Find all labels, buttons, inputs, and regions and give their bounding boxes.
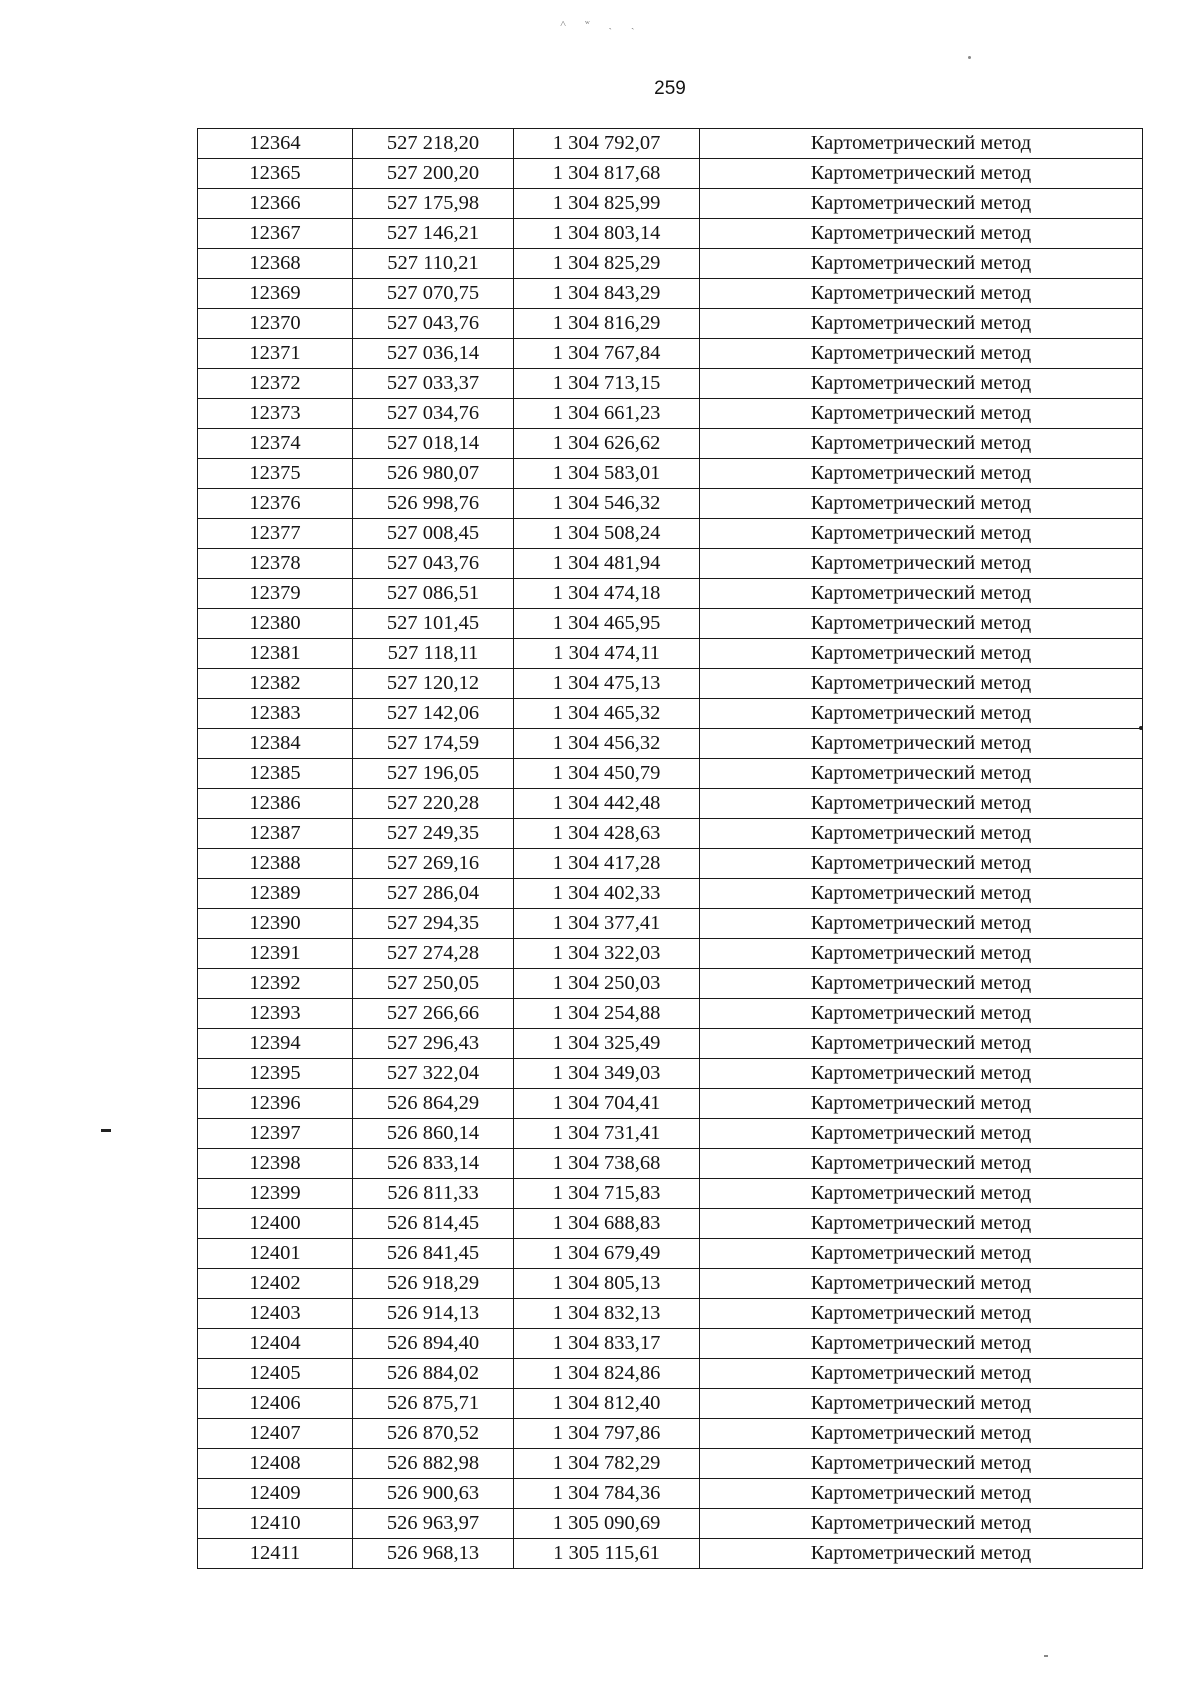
- y-coordinate-cell: 1 304 679,49: [514, 1239, 700, 1269]
- point-number-cell: 12400: [198, 1209, 353, 1239]
- point-number-cell: 12384: [198, 729, 353, 759]
- table-row: [198, 999, 1143, 1029]
- y-coordinate-cell: 1 304 731,41: [514, 1119, 700, 1149]
- x-coordinate-cell: 527 322,04: [353, 1059, 514, 1089]
- scan-mark: [101, 1129, 111, 1132]
- table-row: [198, 489, 1143, 519]
- y-coordinate-cell: 1 304 805,13: [514, 1269, 700, 1299]
- y-coordinate-cell: 1 304 715,83: [514, 1179, 700, 1209]
- scan-specks: ˄ ʷ ˎ ˏ: [560, 18, 643, 30]
- method-cell: Картометрический метод: [700, 1329, 1143, 1359]
- table-row: [198, 879, 1143, 909]
- y-coordinate-cell: 1 304 661,23: [514, 399, 700, 429]
- table-row: [198, 429, 1143, 459]
- method-cell: Картометрический метод: [700, 849, 1143, 879]
- method-cell: Картометрический метод: [700, 999, 1143, 1029]
- method-cell: Картометрический метод: [700, 369, 1143, 399]
- method-cell: Картометрический метод: [700, 729, 1143, 759]
- point-number-cell: 12391: [198, 939, 353, 969]
- table-row: [198, 909, 1143, 939]
- method-cell: Картометрический метод: [700, 1059, 1143, 1089]
- x-coordinate-cell: 527 269,16: [353, 849, 514, 879]
- method-cell: Картометрический метод: [700, 249, 1143, 279]
- y-coordinate-cell: 1 304 833,17: [514, 1329, 700, 1359]
- table-row: [198, 549, 1143, 579]
- x-coordinate-cell: 527 043,76: [353, 309, 514, 339]
- table-row: [198, 669, 1143, 699]
- point-number-cell: 12383: [198, 699, 353, 729]
- method-cell: Картометрический метод: [700, 429, 1143, 459]
- point-number-cell: 12409: [198, 1479, 353, 1509]
- point-number-cell: 12403: [198, 1299, 353, 1329]
- scan-mark: [968, 56, 971, 59]
- method-cell: Картометрический метод: [700, 699, 1143, 729]
- method-cell: Картометрический метод: [700, 399, 1143, 429]
- table-row: [198, 849, 1143, 879]
- point-number-cell: 12407: [198, 1419, 353, 1449]
- point-number-cell: 12398: [198, 1149, 353, 1179]
- y-coordinate-cell: 1 304 508,24: [514, 519, 700, 549]
- y-coordinate-cell: 1 304 474,18: [514, 579, 700, 609]
- x-coordinate-cell: 527 043,76: [353, 549, 514, 579]
- y-coordinate-cell: 1 304 767,84: [514, 339, 700, 369]
- x-coordinate-cell: 527 196,05: [353, 759, 514, 789]
- x-coordinate-cell: 527 175,98: [353, 189, 514, 219]
- table-row: [198, 1029, 1143, 1059]
- table-row: [198, 219, 1143, 249]
- table-row: [198, 1509, 1143, 1539]
- x-coordinate-cell: 526 998,76: [353, 489, 514, 519]
- table-row: [198, 1299, 1143, 1329]
- coordinates-table-body: [198, 129, 1143, 1569]
- x-coordinate-cell: 526 875,71: [353, 1389, 514, 1419]
- table-row: [198, 579, 1143, 609]
- point-number-cell: 12386: [198, 789, 353, 819]
- y-coordinate-cell: 1 304 475,13: [514, 669, 700, 699]
- x-coordinate-cell: 526 864,29: [353, 1089, 514, 1119]
- table-row: [198, 189, 1143, 219]
- table-row: [198, 1209, 1143, 1239]
- point-number-cell: 12382: [198, 669, 353, 699]
- x-coordinate-cell: 526 841,45: [353, 1239, 514, 1269]
- y-coordinate-cell: 1 304 325,49: [514, 1029, 700, 1059]
- y-coordinate-cell: 1 304 843,29: [514, 279, 700, 309]
- table-row: [198, 1419, 1143, 1449]
- method-cell: Картометрический метод: [700, 1149, 1143, 1179]
- method-cell: Картометрический метод: [700, 339, 1143, 369]
- x-coordinate-cell: 527 118,11: [353, 639, 514, 669]
- method-cell: Картометрический метод: [700, 519, 1143, 549]
- method-cell: Картометрический метод: [700, 1029, 1143, 1059]
- x-coordinate-cell: 526 870,52: [353, 1419, 514, 1449]
- point-number-cell: 12364: [198, 129, 353, 159]
- y-coordinate-cell: 1 304 546,32: [514, 489, 700, 519]
- method-cell: Картометрический метод: [700, 309, 1143, 339]
- method-cell: Картометрический метод: [700, 759, 1143, 789]
- method-cell: Картометрический метод: [700, 579, 1143, 609]
- table-row: [198, 939, 1143, 969]
- table-row: [198, 789, 1143, 819]
- x-coordinate-cell: 526 980,07: [353, 459, 514, 489]
- table-row: [198, 819, 1143, 849]
- y-coordinate-cell: 1 304 465,32: [514, 699, 700, 729]
- method-cell: Картометрический метод: [700, 1479, 1143, 1509]
- table-row: [198, 639, 1143, 669]
- table-row: [198, 1359, 1143, 1389]
- point-number-cell: 12369: [198, 279, 353, 309]
- x-coordinate-cell: 527 286,04: [353, 879, 514, 909]
- point-number-cell: 12373: [198, 399, 353, 429]
- method-cell: Картометрический метод: [700, 879, 1143, 909]
- method-cell: Картометрический метод: [700, 159, 1143, 189]
- y-coordinate-cell: 1 304 465,95: [514, 609, 700, 639]
- y-coordinate-cell: 1 304 254,88: [514, 999, 700, 1029]
- point-number-cell: 12368: [198, 249, 353, 279]
- point-number-cell: 12396: [198, 1089, 353, 1119]
- y-coordinate-cell: 1 304 626,62: [514, 429, 700, 459]
- x-coordinate-cell: 527 218,20: [353, 129, 514, 159]
- point-number-cell: 12370: [198, 309, 353, 339]
- method-cell: Картометрический метод: [700, 669, 1143, 699]
- x-coordinate-cell: 526 814,45: [353, 1209, 514, 1239]
- y-coordinate-cell: 1 304 825,99: [514, 189, 700, 219]
- x-coordinate-cell: 527 033,37: [353, 369, 514, 399]
- point-number-cell: 12399: [198, 1179, 353, 1209]
- point-number-cell: 12381: [198, 639, 353, 669]
- method-cell: Картометрический метод: [700, 549, 1143, 579]
- point-number-cell: 12374: [198, 429, 353, 459]
- y-coordinate-cell: 1 304 797,86: [514, 1419, 700, 1449]
- point-number-cell: 12389: [198, 879, 353, 909]
- table-row: [198, 459, 1143, 489]
- y-coordinate-cell: 1 304 688,83: [514, 1209, 700, 1239]
- table-row: [198, 1179, 1143, 1209]
- table-row: [198, 1539, 1143, 1569]
- x-coordinate-cell: 527 174,59: [353, 729, 514, 759]
- x-coordinate-cell: 527 296,43: [353, 1029, 514, 1059]
- x-coordinate-cell: 527 036,14: [353, 339, 514, 369]
- table-row: [198, 1089, 1143, 1119]
- table-row: [198, 1119, 1143, 1149]
- point-number-cell: 12367: [198, 219, 353, 249]
- x-coordinate-cell: 527 200,20: [353, 159, 514, 189]
- table-row: [198, 1479, 1143, 1509]
- point-number-cell: 12380: [198, 609, 353, 639]
- method-cell: Картометрический метод: [700, 129, 1143, 159]
- y-coordinate-cell: 1 304 824,86: [514, 1359, 700, 1389]
- table-row: [198, 759, 1143, 789]
- point-number-cell: 12393: [198, 999, 353, 1029]
- method-cell: Картометрический метод: [700, 1269, 1143, 1299]
- point-number-cell: 12366: [198, 189, 353, 219]
- x-coordinate-cell: 527 142,06: [353, 699, 514, 729]
- method-cell: Картометрический метод: [700, 219, 1143, 249]
- y-coordinate-cell: 1 304 782,29: [514, 1449, 700, 1479]
- method-cell: Картометрический метод: [700, 489, 1143, 519]
- method-cell: Картометрический метод: [700, 1179, 1143, 1209]
- method-cell: Картометрический метод: [700, 1509, 1143, 1539]
- y-coordinate-cell: 1 304 784,36: [514, 1479, 700, 1509]
- y-coordinate-cell: 1 304 812,40: [514, 1389, 700, 1419]
- point-number-cell: 12375: [198, 459, 353, 489]
- point-number-cell: 12388: [198, 849, 353, 879]
- table-row: [198, 729, 1143, 759]
- method-cell: Картометрический метод: [700, 279, 1143, 309]
- table-row: [198, 1059, 1143, 1089]
- y-coordinate-cell: 1 304 450,79: [514, 759, 700, 789]
- x-coordinate-cell: 526 882,98: [353, 1449, 514, 1479]
- x-coordinate-cell: 527 110,21: [353, 249, 514, 279]
- x-coordinate-cell: 526 963,97: [353, 1509, 514, 1539]
- y-coordinate-cell: 1 304 377,41: [514, 909, 700, 939]
- table-row: [198, 1449, 1143, 1479]
- method-cell: Картометрический метод: [700, 969, 1143, 999]
- coordinates-table: [197, 128, 1143, 1569]
- y-coordinate-cell: 1 304 713,15: [514, 369, 700, 399]
- y-coordinate-cell: 1 304 417,28: [514, 849, 700, 879]
- y-coordinate-cell: 1 304 832,13: [514, 1299, 700, 1329]
- point-number-cell: 12377: [198, 519, 353, 549]
- y-coordinate-cell: 1 304 738,68: [514, 1149, 700, 1179]
- point-number-cell: 12404: [198, 1329, 353, 1359]
- method-cell: Картометрический метод: [700, 639, 1143, 669]
- table-row: [198, 249, 1143, 279]
- method-cell: Картометрический метод: [700, 609, 1143, 639]
- method-cell: Картометрический метод: [700, 1539, 1143, 1569]
- y-coordinate-cell: 1 304 825,29: [514, 249, 700, 279]
- x-coordinate-cell: 527 249,35: [353, 819, 514, 849]
- y-coordinate-cell: 1 304 250,03: [514, 969, 700, 999]
- x-coordinate-cell: 527 250,05: [353, 969, 514, 999]
- y-coordinate-cell: 1 304 349,03: [514, 1059, 700, 1089]
- x-coordinate-cell: 527 274,28: [353, 939, 514, 969]
- x-coordinate-cell: 527 101,45: [353, 609, 514, 639]
- y-coordinate-cell: 1 304 474,11: [514, 639, 700, 669]
- point-number-cell: 12411: [198, 1539, 353, 1569]
- y-coordinate-cell: 1 304 442,48: [514, 789, 700, 819]
- table-row: [198, 399, 1143, 429]
- point-number-cell: 12406: [198, 1389, 353, 1419]
- point-number-cell: 12394: [198, 1029, 353, 1059]
- method-cell: Картометрический метод: [700, 1359, 1143, 1389]
- table-row: [198, 1269, 1143, 1299]
- x-coordinate-cell: 527 070,75: [353, 279, 514, 309]
- scan-mark: [1044, 1655, 1048, 1657]
- point-number-cell: 12379: [198, 579, 353, 609]
- scan-mark: [1139, 726, 1143, 730]
- point-number-cell: 12401: [198, 1239, 353, 1269]
- y-coordinate-cell: 1 304 322,03: [514, 939, 700, 969]
- y-coordinate-cell: 1 304 803,14: [514, 219, 700, 249]
- x-coordinate-cell: 527 018,14: [353, 429, 514, 459]
- table-row: [198, 1239, 1143, 1269]
- table-row: [198, 519, 1143, 549]
- point-number-cell: 12392: [198, 969, 353, 999]
- x-coordinate-cell: 526 918,29: [353, 1269, 514, 1299]
- x-coordinate-cell: 527 008,45: [353, 519, 514, 549]
- method-cell: Картометрический метод: [700, 1449, 1143, 1479]
- y-coordinate-cell: 1 304 481,94: [514, 549, 700, 579]
- method-cell: Картометрический метод: [700, 189, 1143, 219]
- point-number-cell: 12395: [198, 1059, 353, 1089]
- point-number-cell: 12390: [198, 909, 353, 939]
- y-coordinate-cell: 1 304 456,32: [514, 729, 700, 759]
- x-coordinate-cell: 526 884,02: [353, 1359, 514, 1389]
- point-number-cell: 12378: [198, 549, 353, 579]
- point-number-cell: 12410: [198, 1509, 353, 1539]
- y-coordinate-cell: 1 304 428,63: [514, 819, 700, 849]
- point-number-cell: 12402: [198, 1269, 353, 1299]
- point-number-cell: 12397: [198, 1119, 353, 1149]
- method-cell: Картометрический метод: [700, 819, 1143, 849]
- table-row: [198, 609, 1143, 639]
- method-cell: Картометрический метод: [700, 1089, 1143, 1119]
- x-coordinate-cell: 526 894,40: [353, 1329, 514, 1359]
- y-coordinate-cell: 1 304 792,07: [514, 129, 700, 159]
- table-row: [198, 159, 1143, 189]
- x-coordinate-cell: 526 811,33: [353, 1179, 514, 1209]
- x-coordinate-cell: 527 220,28: [353, 789, 514, 819]
- y-coordinate-cell: 1 304 817,68: [514, 159, 700, 189]
- table-row: [198, 279, 1143, 309]
- y-coordinate-cell: 1 304 816,29: [514, 309, 700, 339]
- point-number-cell: 12405: [198, 1359, 353, 1389]
- x-coordinate-cell: 527 146,21: [353, 219, 514, 249]
- method-cell: Картометрический метод: [700, 1389, 1143, 1419]
- x-coordinate-cell: 527 294,35: [353, 909, 514, 939]
- table-row: [198, 1149, 1143, 1179]
- y-coordinate-cell: 1 304 704,41: [514, 1089, 700, 1119]
- x-coordinate-cell: 526 900,63: [353, 1479, 514, 1509]
- table-row: [198, 369, 1143, 399]
- y-coordinate-cell: 1 304 583,01: [514, 459, 700, 489]
- method-cell: Картометрический метод: [700, 909, 1143, 939]
- y-coordinate-cell: 1 305 090,69: [514, 1509, 700, 1539]
- point-number-cell: 12371: [198, 339, 353, 369]
- method-cell: Картометрический метод: [700, 1239, 1143, 1269]
- page-number: 259: [654, 78, 686, 99]
- point-number-cell: 12408: [198, 1449, 353, 1479]
- point-number-cell: 12376: [198, 489, 353, 519]
- point-number-cell: 12372: [198, 369, 353, 399]
- table-row: [198, 339, 1143, 369]
- method-cell: Картометрический метод: [700, 1119, 1143, 1149]
- y-coordinate-cell: 1 305 115,61: [514, 1539, 700, 1569]
- x-coordinate-cell: 527 120,12: [353, 669, 514, 699]
- table-row: [198, 129, 1143, 159]
- method-cell: Картометрический метод: [700, 1209, 1143, 1239]
- x-coordinate-cell: 527 086,51: [353, 579, 514, 609]
- x-coordinate-cell: 526 833,14: [353, 1149, 514, 1179]
- table-row: [198, 309, 1143, 339]
- table-row: [198, 969, 1143, 999]
- point-number-cell: 12387: [198, 819, 353, 849]
- table-row: [198, 699, 1143, 729]
- table-row: [198, 1389, 1143, 1419]
- method-cell: Картометрический метод: [700, 459, 1143, 489]
- x-coordinate-cell: 527 266,66: [353, 999, 514, 1029]
- method-cell: Картометрический метод: [700, 1299, 1143, 1329]
- x-coordinate-cell: 526 914,13: [353, 1299, 514, 1329]
- method-cell: Картометрический метод: [700, 789, 1143, 819]
- x-coordinate-cell: 526 860,14: [353, 1119, 514, 1149]
- point-number-cell: 12365: [198, 159, 353, 189]
- point-number-cell: 12385: [198, 759, 353, 789]
- x-coordinate-cell: 526 968,13: [353, 1539, 514, 1569]
- x-coordinate-cell: 527 034,76: [353, 399, 514, 429]
- method-cell: Картометрический метод: [700, 1419, 1143, 1449]
- method-cell: Картометрический метод: [700, 939, 1143, 969]
- table-row: [198, 1329, 1143, 1359]
- y-coordinate-cell: 1 304 402,33: [514, 879, 700, 909]
